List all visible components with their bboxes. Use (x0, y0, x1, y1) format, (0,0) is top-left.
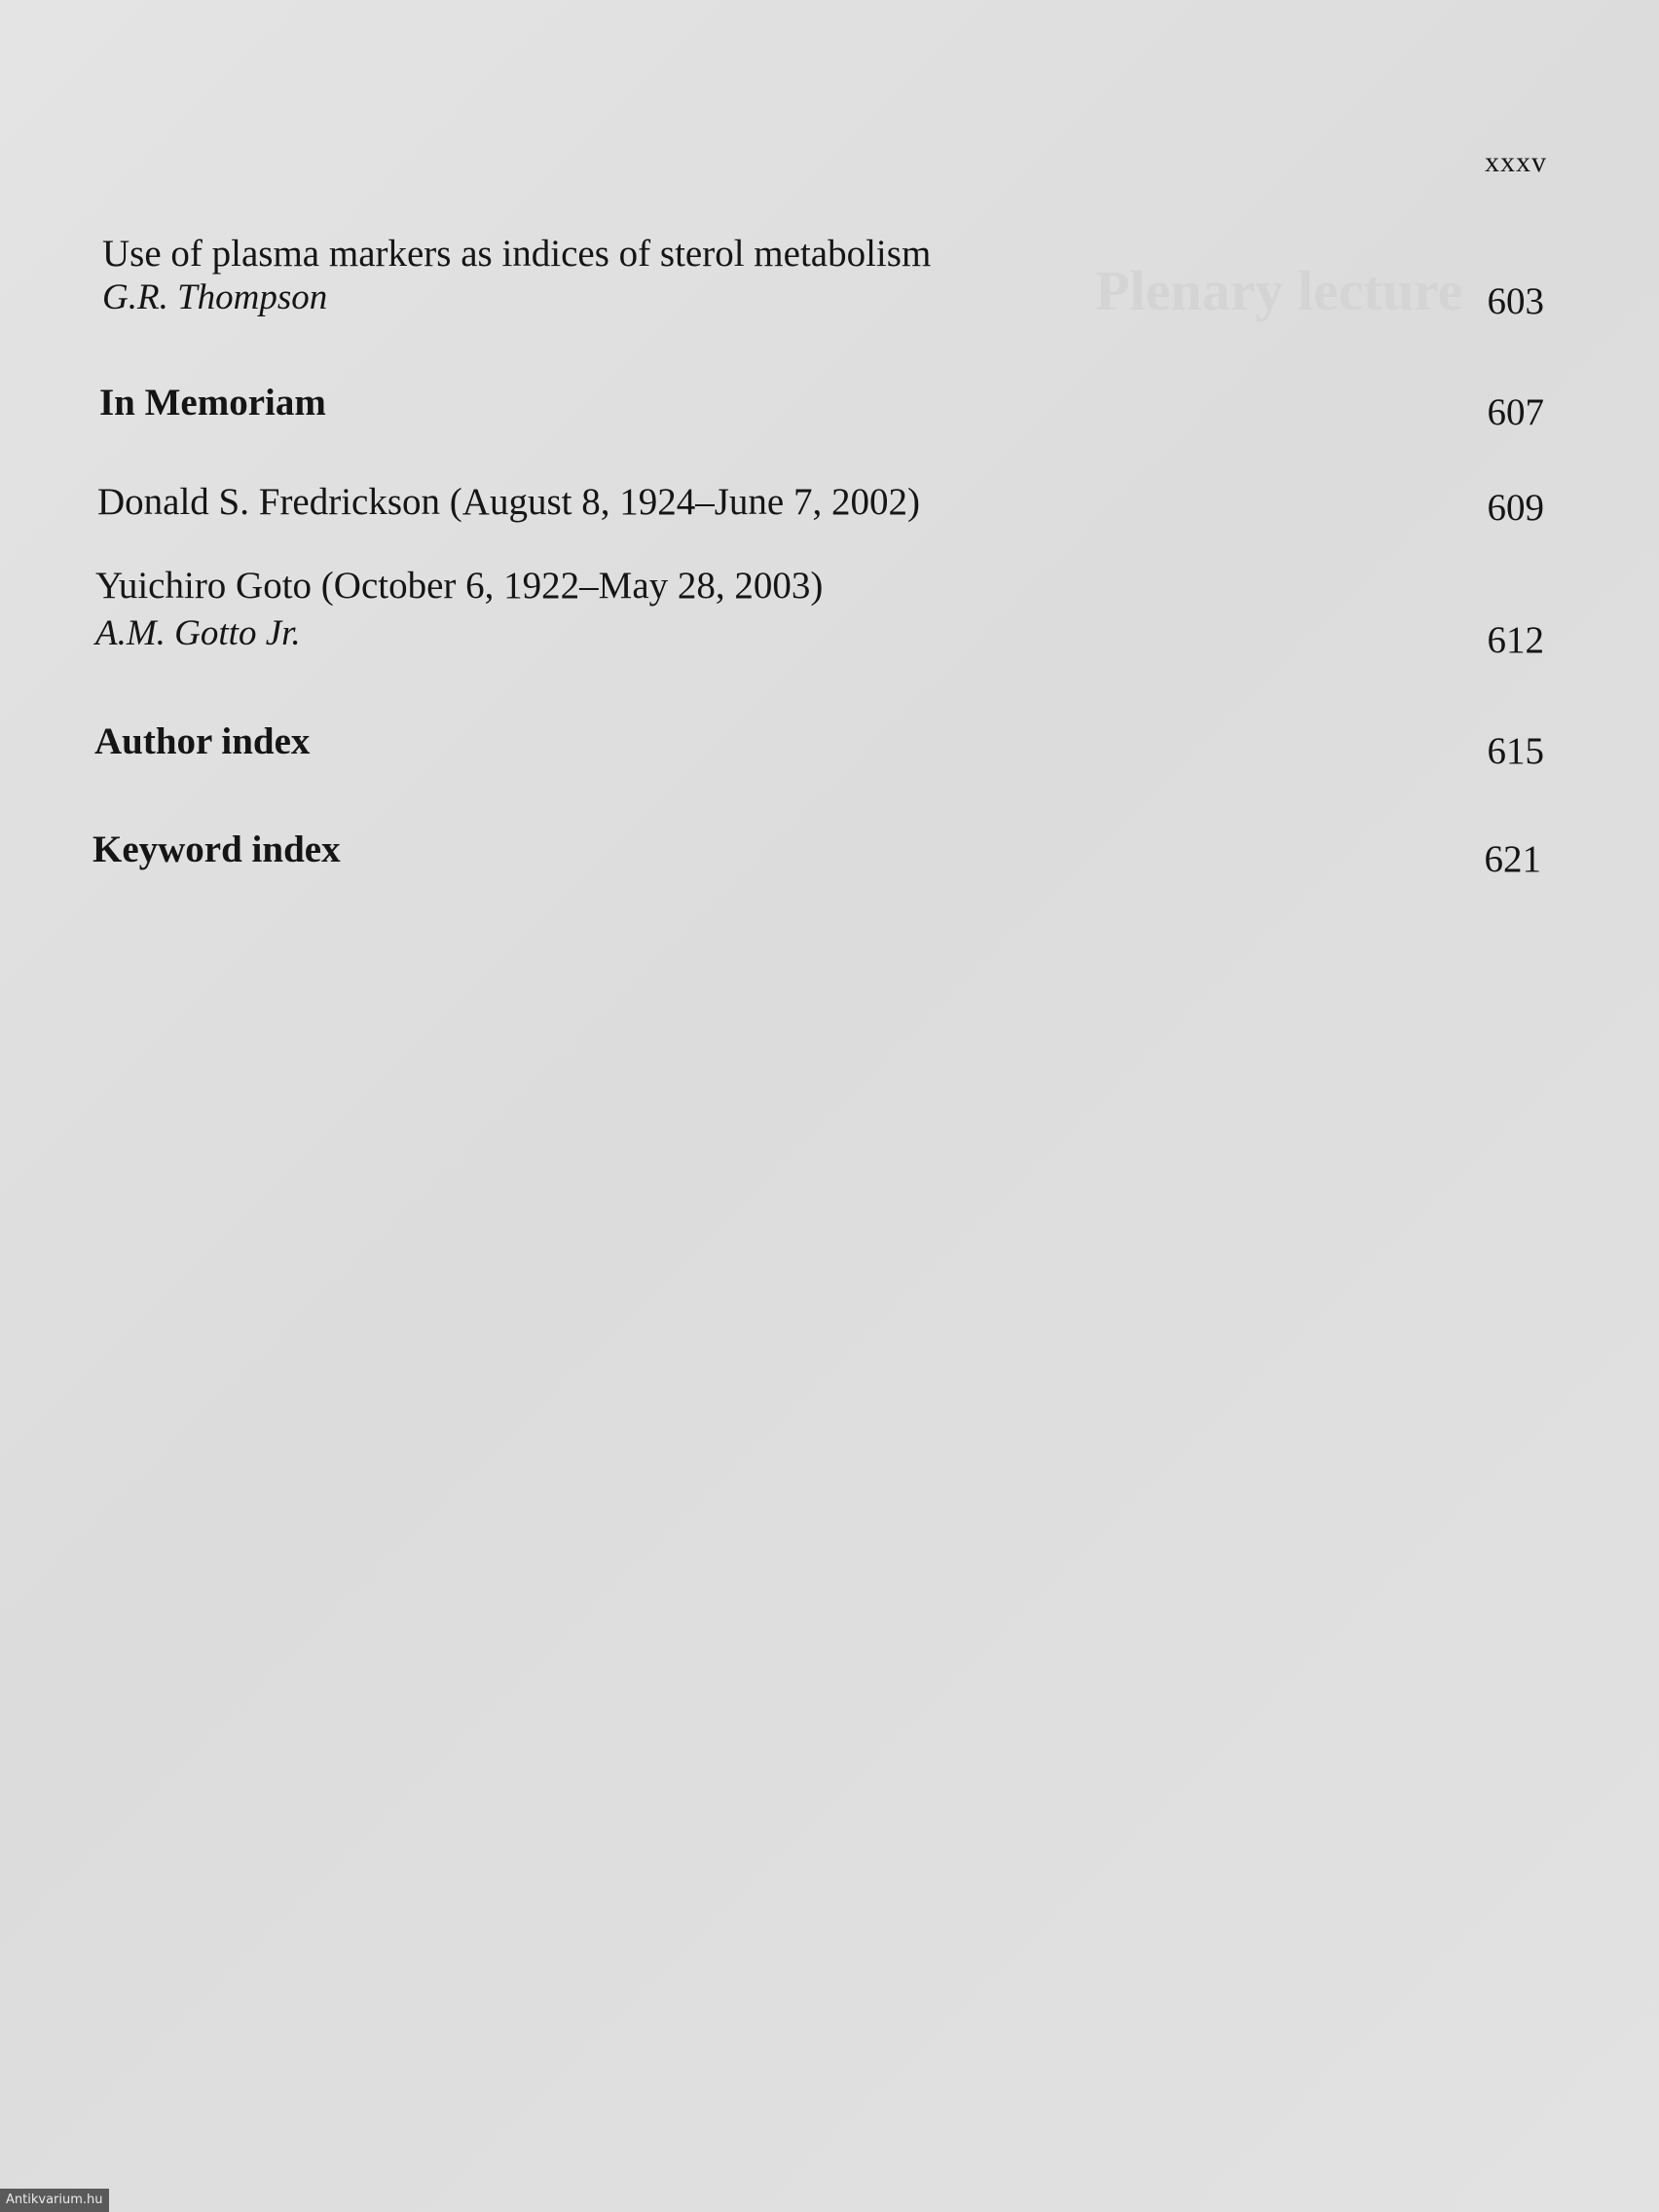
entry-page: 603 (1487, 280, 1544, 322)
bleed-through-text: Plenary lecture (1095, 259, 1463, 322)
watermark: Antikvarium.hu (0, 2189, 109, 2212)
toc-entry-plasma-markers (0, 224, 1659, 360)
entry-title: Yuichiro Goto (October 6, 1922–May 28, 2003) (95, 565, 824, 607)
toc-entry-keyword-index (0, 827, 1659, 963)
entry-page: 621 (1484, 838, 1541, 880)
entry-title: Author index (94, 720, 311, 762)
entry-title: Use of plasma markers as indices of sterol metabolism (102, 233, 932, 275)
entry-title: Donald S. Fredrickson (August 8, 1924–June 7, 2002) (97, 481, 920, 523)
entry-page: 615 (1487, 730, 1544, 772)
entry-title: Keyword index (92, 829, 341, 870)
entry-author: A.M. Gotto Jr. (95, 613, 301, 653)
entry-title: In Memoriam (99, 382, 326, 424)
page-number: xxxv (1485, 146, 1547, 178)
entry-page: 612 (1487, 619, 1544, 661)
entry-page: 609 (1487, 487, 1544, 529)
entry-author: G.R. Thompson (102, 277, 328, 317)
toc-entry-goto (0, 563, 1659, 699)
entry-page: 607 (1487, 391, 1544, 433)
